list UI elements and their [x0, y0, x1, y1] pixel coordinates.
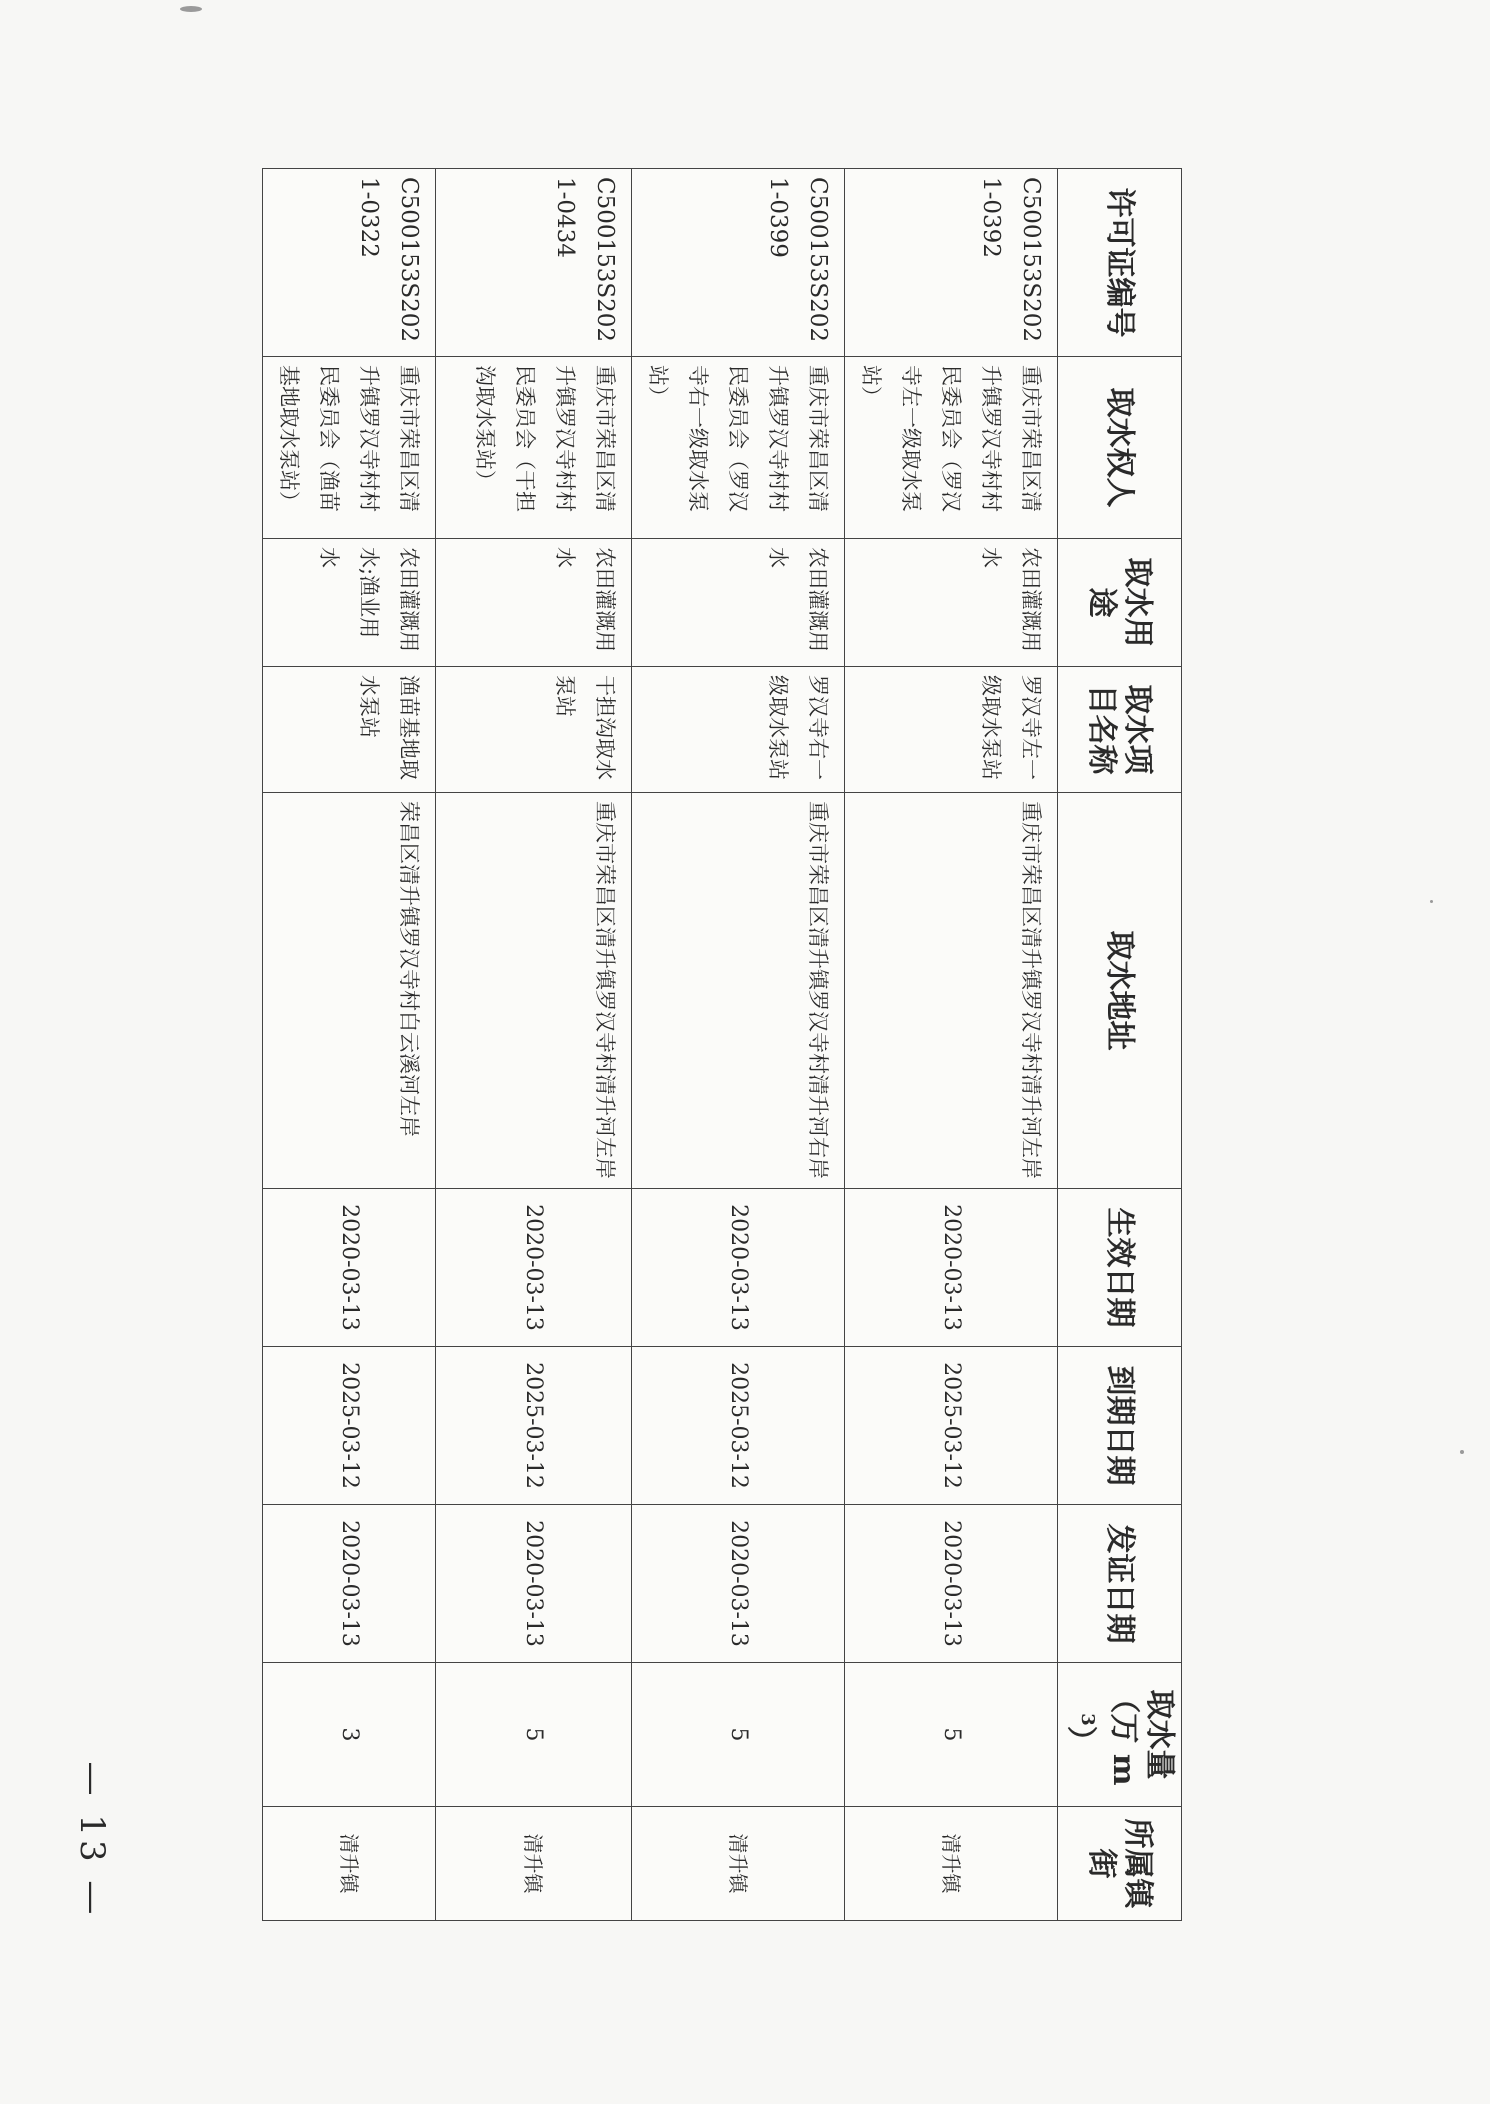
cell-town: 清升镇 [263, 1807, 436, 1921]
cell-purpose: 农田灌溉用水 [436, 539, 632, 667]
header-project: 取水项目名称 [1058, 667, 1182, 793]
scan-mark [1460, 1450, 1464, 1454]
cell-quantity: 5 [632, 1663, 845, 1807]
cell-quantity: 3 [263, 1663, 436, 1807]
cell-address: 重庆市荣昌区清升镇罗汉寺村清升河左岸 [436, 793, 632, 1189]
cell-address: 重庆市荣昌区清升镇罗汉寺村清升河右岸 [632, 793, 845, 1189]
table-row [845, 169, 1058, 1921]
cell-purpose: 农田灌溉用水;渔业用水 [263, 539, 436, 667]
cell-holder: 重庆市荣昌区清升镇罗汉寺村村民委员会（罗汉寺左一级取水泵站） [845, 357, 1058, 539]
cell-address: 荣昌区清升镇罗汉寺村白云溪河左岸 [263, 793, 436, 1189]
cell-town: 清升镇 [632, 1807, 845, 1921]
cell-expiry-date: 2025-03-12 [845, 1347, 1058, 1505]
cell-holder: 重庆市荣昌区清升镇罗汉寺村村民委员会（渔苗基地取水泵站） [263, 357, 436, 539]
scan-mark [1430, 900, 1433, 903]
cell-holder: 重庆市荣昌区清升镇罗汉寺村村民委员会（干担沟取水泵站） [436, 357, 632, 539]
cell-purpose: 农田灌溉用水 [632, 539, 845, 667]
cell-project: 干担沟取水泵站 [436, 667, 632, 793]
header-quantity-sup: 3 [1077, 1713, 1098, 1726]
cell-expiry-date: 2025-03-12 [263, 1347, 436, 1505]
permit-table-rotated [277, 168, 1182, 1920]
cell-purpose: 农田灌溉用水 [845, 539, 1058, 667]
header-town: 所属镇街 [1058, 1807, 1182, 1921]
header-quantity-text: 取水量（万 m [1106, 1683, 1177, 1786]
cell-quantity: 5 [845, 1663, 1058, 1807]
cell-quantity: 5 [436, 1663, 632, 1807]
cell-permit-no: C500153S2021-0392 [845, 169, 1058, 357]
header-quantity [1058, 1663, 1182, 1807]
cell-town: 清升镇 [436, 1807, 632, 1921]
page-number: — 13 — [72, 1761, 112, 1919]
cell-permit-no: C500153S2021-0399 [632, 169, 845, 357]
table-row [436, 169, 632, 1921]
cell-address: 重庆市荣昌区清升镇罗汉寺村清升河左岸 [845, 793, 1058, 1189]
cell-permit-no: C500153S2021-0322 [263, 169, 436, 357]
cell-permit-no: C500153S2021-0434 [436, 169, 632, 357]
cell-issue-date: 2020-03-13 [632, 1505, 845, 1663]
cell-project: 渔苗基地取水泵站 [263, 667, 436, 793]
cell-holder: 重庆市荣昌区清升镇罗汉寺村村民委员会（罗汉寺右一级取水泵站） [632, 357, 845, 539]
header-expiry-date: 到期日期 [1058, 1347, 1182, 1505]
cell-effective-date: 2020-03-13 [632, 1189, 845, 1347]
cell-issue-date: 2020-03-13 [263, 1505, 436, 1663]
table-header-row [1058, 169, 1182, 1921]
cell-town: 清升镇 [845, 1807, 1058, 1921]
scan-mark [180, 6, 202, 12]
cell-effective-date: 2020-03-13 [263, 1189, 436, 1347]
cell-issue-date: 2020-03-13 [436, 1505, 632, 1663]
header-permit-no: 许可证编号 [1058, 169, 1182, 357]
cell-issue-date: 2020-03-13 [845, 1505, 1058, 1663]
header-quantity-close: ） [1063, 1725, 1098, 1756]
cell-project: 罗汉寺左一级取水泵站 [845, 667, 1058, 793]
table-row [263, 169, 436, 1921]
header-address: 取水地址 [1058, 793, 1182, 1189]
water-permit-table [262, 168, 1182, 1921]
header-issue-date: 发证日期 [1058, 1505, 1182, 1663]
cell-expiry-date: 2025-03-12 [436, 1347, 632, 1505]
cell-project: 罗汉寺右一级取水泵站 [632, 667, 845, 793]
cell-expiry-date: 2025-03-12 [632, 1347, 845, 1505]
header-holder: 取水权人 [1058, 357, 1182, 539]
header-effective-date: 生效日期 [1058, 1189, 1182, 1347]
header-purpose: 取水用途 [1058, 539, 1182, 667]
cell-effective-date: 2020-03-13 [845, 1189, 1058, 1347]
table-row [632, 169, 845, 1921]
cell-effective-date: 2020-03-13 [436, 1189, 632, 1347]
